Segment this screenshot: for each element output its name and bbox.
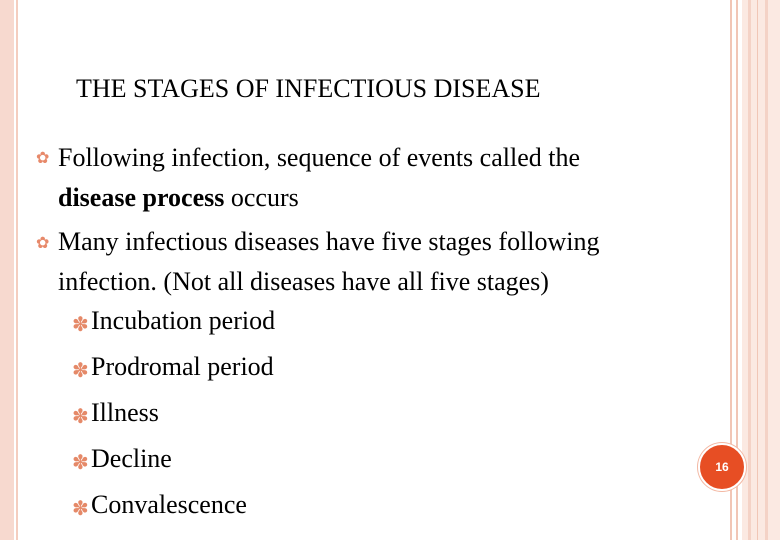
bullet-1-line-2 — [58, 178, 299, 218]
stage-item: Convalescence — [91, 490, 247, 519]
flower-bullet-icon: ✿ — [36, 150, 50, 167]
right-stripe — [765, 0, 768, 540]
flower-bullet-icon: ✿ — [36, 235, 50, 252]
bullet-1-line-1: Following infection, sequence of events called the — [58, 143, 581, 172]
stage-item: Prodromal period — [91, 352, 274, 381]
stage-item: Incubation period — [91, 306, 276, 335]
left-border-decoration — [0, 0, 14, 540]
flower-bullet-icon: ✽ — [72, 498, 89, 520]
flower-bullet-icon: ✽ — [72, 314, 89, 336]
left-border-line — [16, 0, 18, 540]
bullet-2-line-2: infection. (Not all diseases have all five stages) — [58, 267, 549, 296]
slide-title: THE STAGES OF INFECTIOUS DISEASE — [76, 74, 541, 103]
stage-item: Decline — [91, 444, 172, 473]
flower-bullet-icon: ✽ — [72, 360, 89, 382]
flower-bullet-icon: ✽ — [72, 406, 89, 428]
bullet-1-line-2-rest: occurs — [224, 183, 299, 212]
bold-term: disease process — [58, 183, 225, 212]
right-stripe — [757, 0, 758, 540]
stage-item: Illness — [91, 398, 159, 427]
bullet-2-line-1: Many infectious diseases have five stages following — [58, 227, 600, 256]
page-number-badge: 16 — [698, 443, 746, 491]
right-stripe — [748, 0, 751, 540]
flower-bullet-icon: ✽ — [72, 452, 89, 474]
